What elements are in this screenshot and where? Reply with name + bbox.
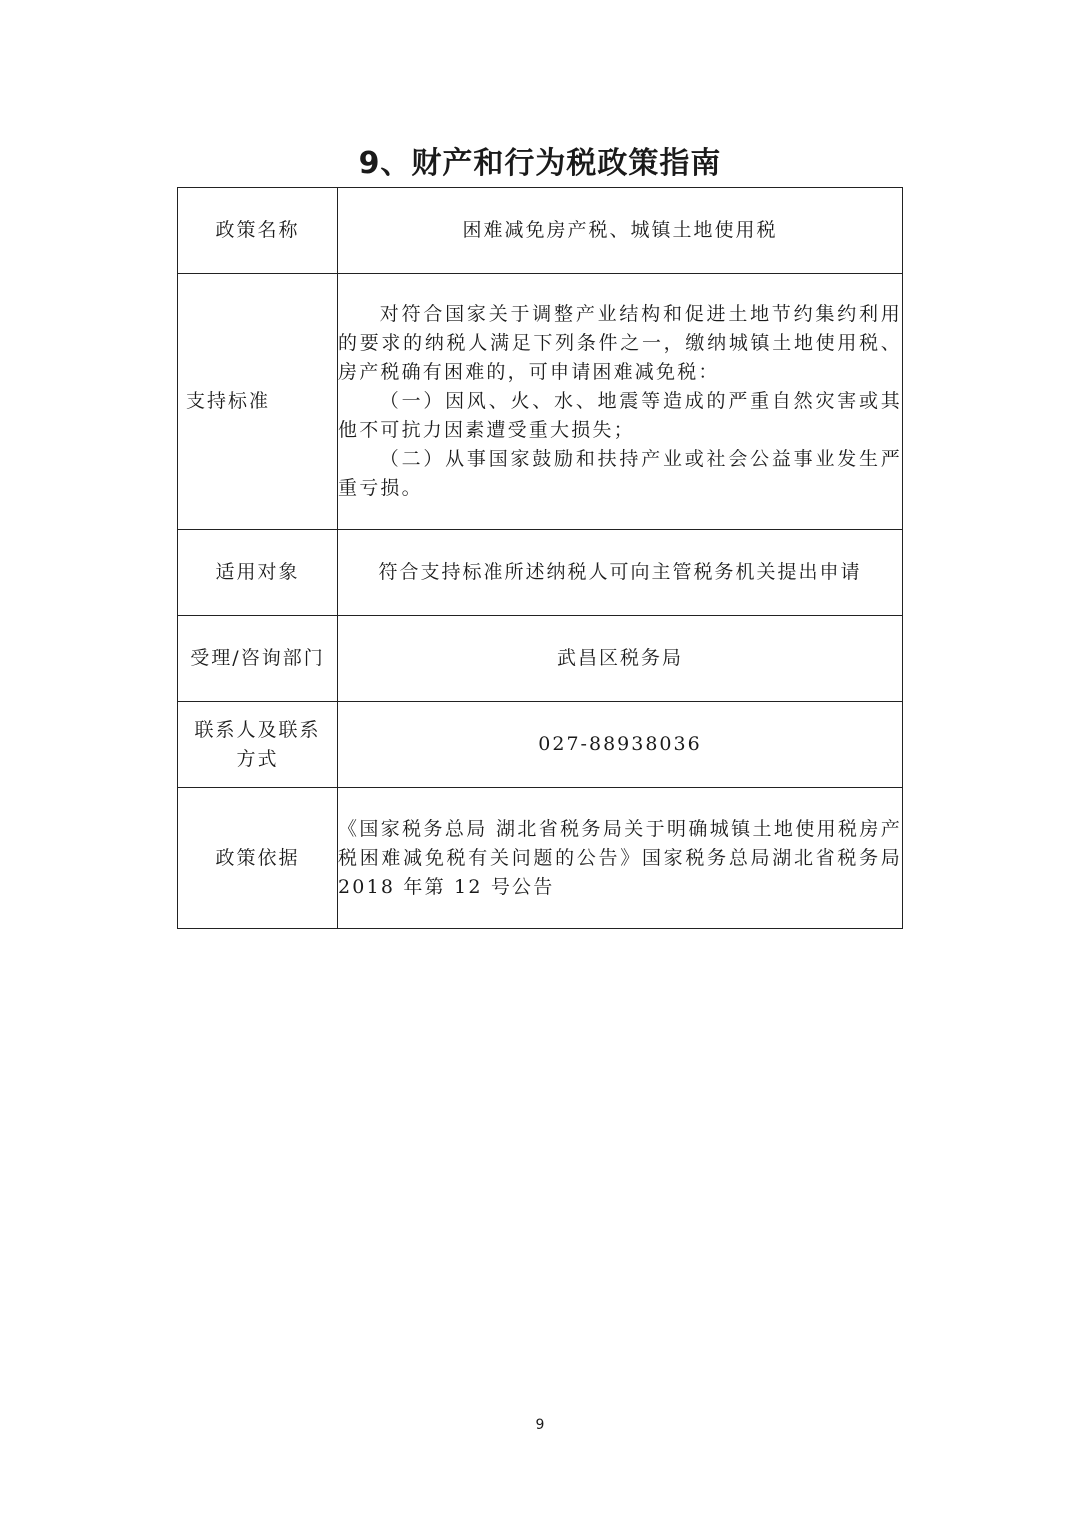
support-standard-paragraph-3: （二）从事国家鼓励和扶持产业或社会公益事业发生严重亏损。 [338, 448, 902, 499]
table-row-contact [178, 702, 903, 788]
department-value: 武昌区税务局 [338, 616, 903, 702]
support-standard-paragraph-1: 对符合国家关于调整产业结构和促进土地节约集约利用的要求的纳税人满足下列条件之一，缴纳城镇土地使用税、房产税确有困难的，可申请困难减免税： [338, 303, 902, 383]
applicable-object-label: 适用对象 [178, 530, 338, 616]
department-label: 受理/咨询部门 [178, 616, 338, 702]
page-title: 9、财产和行为税政策指南 [358, 146, 722, 181]
page-number: 9 [535, 1417, 545, 1433]
support-standard-paragraph-2: （一）因风、火、水、地震等造成的严重自然灾害或其他不可抗力因素遭受重大损失； [338, 390, 902, 441]
support-standard-value [338, 274, 903, 530]
basis-value [338, 788, 903, 929]
contact-label-text: 联系人及联系方式 [194, 718, 321, 770]
applicable-object-value: 符合支持标准所述纳税人可向主管税务机关提出申请 [338, 530, 903, 616]
basis-label: 政策依据 [178, 788, 338, 929]
contact-value: 027-88938036 [338, 702, 903, 788]
contact-label [178, 702, 338, 788]
table-row-support-standard [178, 274, 903, 530]
table-row-policy-name [178, 188, 903, 274]
table-row-basis [178, 788, 903, 929]
table-row-applicable-object [178, 530, 903, 616]
policy-table [177, 187, 903, 929]
policy-name-label: 政策名称 [178, 188, 338, 274]
support-standard-label: 支持标准 [178, 274, 338, 530]
table-row-department [178, 616, 903, 702]
basis-text: 《国家税务总局 湖北省税务局关于明确城镇土地使用税房产税困难减免税有关问题的公告》国家税务总局湖北省税务局 2018 年第 12 号公告 [338, 817, 902, 898]
policy-name-value: 困难减免房产税、城镇土地使用税 [338, 188, 903, 274]
